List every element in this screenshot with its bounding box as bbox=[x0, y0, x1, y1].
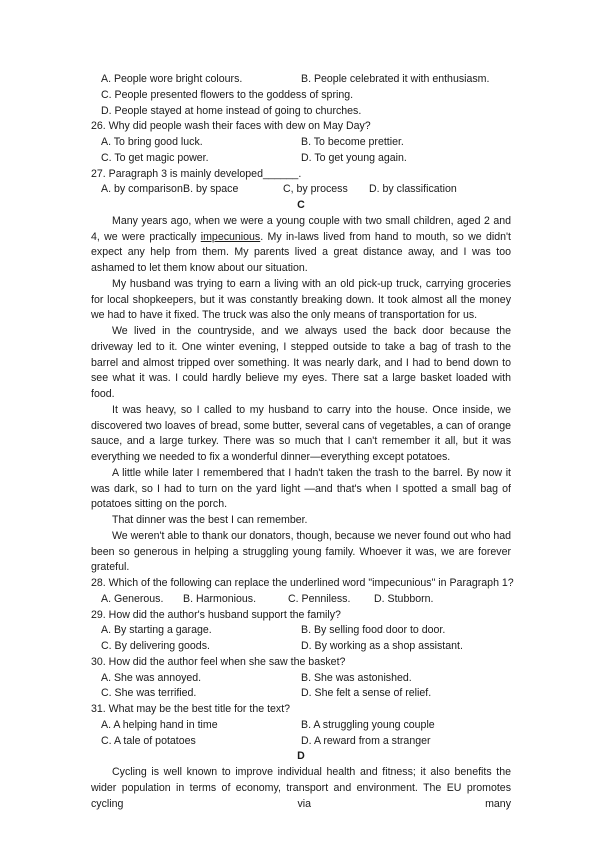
q27-option-b: B. by space bbox=[183, 183, 239, 196]
q28-options-row bbox=[91, 592, 511, 608]
q29-question: 29. How did the author's husband support the family? bbox=[91, 608, 341, 621]
q31-option-d: D. A reward from a stranger bbox=[301, 734, 431, 747]
q30-option-c: C. She was terrified. bbox=[101, 687, 197, 700]
q30-question: 30. How did the author feel when she saw the basket? bbox=[91, 655, 346, 668]
q30-options-row-2 bbox=[91, 686, 511, 702]
q29-option-a: A. By starting a garage. bbox=[101, 624, 212, 637]
q28-option-c: C. Penniless. bbox=[288, 592, 351, 605]
q30-option-b: B. She was astonished. bbox=[301, 671, 412, 684]
q26-option-d: D. To get young again. bbox=[301, 151, 407, 164]
q31-option-b: B. A struggling young couple bbox=[301, 718, 435, 731]
q29-option-b: B. By selling food door to door. bbox=[301, 624, 446, 637]
q27-option-a: A. by comparison bbox=[101, 183, 183, 196]
q25-options-row-3 bbox=[91, 104, 511, 120]
q27-question: 27. Paragraph 3 is mainly developed______. bbox=[91, 167, 302, 180]
passage-c-paragraph-4: It was heavy, so I called to my husband to carry into the house. Once inside, we discovered two loaves of bread, some butter, several cans of vegetables, a can of orange sauce, and a large turkey. There was so much that I can't remember it all, but it was everything we needed to fix a wonderful dinner—everything except potatoes. bbox=[91, 403, 511, 463]
q25-option-c: C. People presented flowers to the goddess of spring. bbox=[101, 88, 354, 101]
q26-option-a: A. To bring good luck. bbox=[101, 136, 203, 148]
q29-options-row-2 bbox=[91, 639, 511, 655]
paragraph-1-text-end: . My in-laws lived from hand to mouth, so we didn't expect any help from them. My parents lived a great distance away, and I was too ashamed to let them know about our situation. bbox=[91, 230, 512, 274]
q27-options-row bbox=[91, 182, 511, 198]
passage-c-paragraph-5: A little while later I remembered that I hadn't taken the trash to the barrel. By now it was dark, so I had to turn on the yard light —and that's when I spotted a small bag of potatoes sitting on the porch. bbox=[91, 466, 511, 511]
q29-options-row-1 bbox=[91, 623, 511, 639]
q25-option-a: A. People wore bright colours. bbox=[101, 73, 243, 85]
section-d-heading: D bbox=[297, 750, 305, 763]
q25-options-row-2 bbox=[91, 88, 511, 104]
q29-option-d: D. By working as a shop assistant. bbox=[301, 640, 463, 652]
q26-question: 26. Why did people wash their faces with dew on May Day? bbox=[91, 120, 371, 133]
underlined-word: impecunious bbox=[200, 230, 261, 243]
q28-option-a: A. Generous. bbox=[101, 592, 164, 605]
q31-option-a: A. A helping hand in time bbox=[101, 718, 218, 731]
q27-option-d: D. by classification bbox=[369, 183, 457, 196]
passage-c-paragraph-1 bbox=[91, 214, 511, 277]
q26-option-b: B. To become prettier. bbox=[301, 136, 404, 148]
q26-options-row-1 bbox=[91, 135, 511, 151]
section-c-heading: C bbox=[297, 199, 305, 211]
q28-option-d: D. Stubborn. bbox=[374, 592, 434, 605]
passage-c-paragraph-6: That dinner was the best I can remember. bbox=[112, 514, 308, 526]
q31-question: 31. What may be the best title for the text? bbox=[91, 703, 291, 715]
passage-c-paragraph-2: My husband was trying to earn a living with an old pick-up truck, carrying groceries for local shopkeepers, but it was constantly breaking down. It took almost all the money we had to have it fixed. The truck was also the only means of transportation for us. bbox=[91, 277, 511, 322]
passage-c-paragraph-7: We weren't able to thank our donators, though, because we never found out who had been so generous in helping a struggling young family. Whoever it was, we are forever grateful. bbox=[91, 529, 511, 574]
q30-options-row-1 bbox=[91, 671, 511, 687]
q28-question: 28. Which of the following can replace the underlined word "impecunious" in Paragraph 1? bbox=[91, 577, 514, 589]
q26-options-row-2 bbox=[91, 151, 511, 167]
q29-option-c: C. By delivering goods. bbox=[101, 640, 210, 652]
passage-c-paragraph-3: We lived in the countryside, and we always used the back door because the driveway led to it. One winter evening, I stepped outside to take a bag of trash to the barrel and almost tripped over something. It was nearly dark, and I had to bend down to see what it was. I could hardly believe my eyes. There sat a large basket loaded with food. bbox=[91, 325, 511, 400]
q25-option-d: D. People stayed at home instead of going to churches. bbox=[101, 104, 362, 117]
q31-options-row-1 bbox=[91, 718, 511, 734]
q30-option-d: D. She felt a sense of relief. bbox=[301, 687, 432, 700]
q27-option-c: C, by process bbox=[283, 183, 348, 196]
paragraph-1-text-start: Many years ago, when we were a young couple with two small children, aged 2 and 4, we were practically bbox=[91, 214, 511, 243]
q28-option-b: B. Harmonious. bbox=[183, 592, 257, 605]
q26-option-c: C. To get magic power. bbox=[101, 151, 209, 164]
q30-option-a: A. She was annoyed. bbox=[101, 671, 202, 684]
q31-options-row-2 bbox=[91, 734, 511, 750]
document-body bbox=[91, 72, 514, 812]
passage-d-paragraph-1: Cycling is well known to improve individual health and fitness; it also benefits the wider population in terms of economy, transport and environment. The EU promotes cycling via many bbox=[91, 766, 511, 810]
q25-option-b: B. People celebrated it with enthusiasm. bbox=[301, 73, 490, 85]
q31-option-c: C. A tale of potatoes bbox=[101, 734, 196, 747]
q25-options-row-1 bbox=[91, 72, 511, 88]
